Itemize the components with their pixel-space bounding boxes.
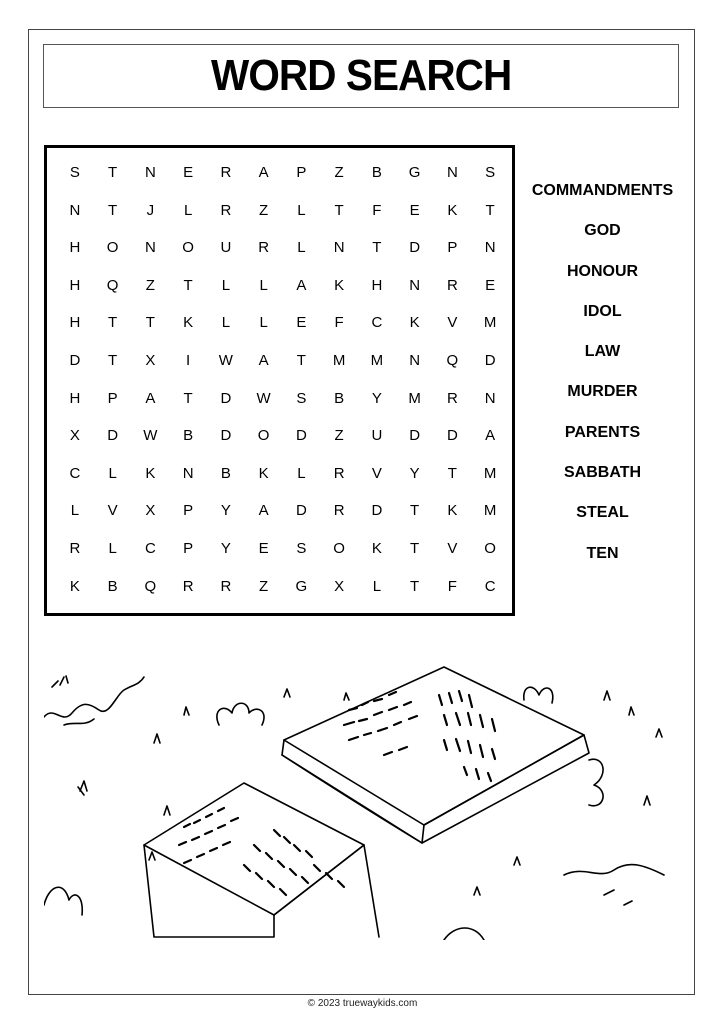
grid-letter: R <box>182 577 194 595</box>
grid-letter: Z <box>259 201 269 219</box>
grid-letter: R <box>220 164 232 181</box>
word-list-item: TEN <box>586 544 619 562</box>
grid-letter: P <box>183 539 194 557</box>
grid-letter: M <box>370 351 384 369</box>
grid-letter: R <box>446 276 458 294</box>
grid-letter: H <box>69 239 81 257</box>
grid-letter: C <box>144 539 156 557</box>
grid-letter: P <box>107 389 118 407</box>
grid-letter: V <box>107 502 118 520</box>
grid-letter: N <box>484 389 496 407</box>
grid-letter: K <box>183 314 194 332</box>
word-list-item: IDOL <box>583 302 622 320</box>
grid-letter: Z <box>145 276 155 294</box>
grid-letter: K <box>371 539 382 557</box>
grid-letter: L <box>259 276 268 294</box>
grid-letter: N <box>409 351 421 369</box>
grid-letter: X <box>145 502 156 520</box>
grid-letter: M <box>408 389 421 407</box>
grid-letter: E <box>485 276 496 294</box>
grid-letter: L <box>108 464 117 482</box>
grid-letter: T <box>410 539 420 557</box>
grid-letter: T <box>485 201 495 219</box>
grid-letter: N <box>69 201 81 219</box>
grid-letter: D <box>220 389 232 407</box>
grid-letter: O <box>106 239 119 257</box>
grid-letter: G <box>408 164 421 181</box>
grid-letter: L <box>221 314 231 332</box>
grid-letter: C <box>69 464 81 482</box>
grid-letter: P <box>447 239 458 257</box>
grid-letter: U <box>371 427 383 445</box>
grid-letter: Y <box>220 539 231 557</box>
grid-letter: T <box>108 164 118 181</box>
word-list-item: HONOUR <box>566 262 639 280</box>
grid-letter: H <box>69 276 81 294</box>
grid-letter: R <box>220 577 232 595</box>
grid-letter: B <box>371 164 382 181</box>
grid-letter: O <box>182 239 194 257</box>
grid-letter: T <box>334 201 344 219</box>
grid-letter: J <box>146 201 155 219</box>
grid-letter: M <box>483 502 497 520</box>
grid-letter: O <box>484 539 496 557</box>
copyright-footer: © 2023 truewaykids.com <box>307 998 418 1009</box>
grid-letter: T <box>372 239 382 257</box>
grid-letter: N <box>409 276 421 294</box>
grid-letter: N <box>144 239 156 257</box>
grid-letter: V <box>447 539 458 557</box>
grid-letter: D <box>446 427 458 445</box>
grid-letter: A <box>258 164 269 181</box>
grid-letter: I <box>186 351 191 369</box>
grid-letter: Z <box>259 577 269 595</box>
grid-letter: D <box>371 502 383 520</box>
grid-letter: O <box>257 427 270 445</box>
grid-letter: L <box>108 539 117 557</box>
grid-letter: R <box>220 201 232 219</box>
grid-letter: A <box>145 389 156 407</box>
grid-letter: T <box>410 502 420 520</box>
grid-letter: D <box>107 427 119 445</box>
grid-letter: D <box>409 427 421 445</box>
grid-letter: T <box>447 464 457 482</box>
grid-letter: S <box>69 164 80 181</box>
grid-letter: M <box>483 464 497 482</box>
grid-letter: N <box>144 164 156 181</box>
grid-letter: K <box>447 201 458 219</box>
grid-letter: D <box>69 351 81 369</box>
grid-letter: K <box>409 314 420 332</box>
grid-letter: E <box>183 164 194 181</box>
grid-letter: D <box>295 502 307 520</box>
grid-letter: T <box>108 201 118 219</box>
grid-letter: N <box>182 464 194 482</box>
word-list-item: COMMANDMENTS <box>531 182 674 199</box>
word-list-item: GOD <box>584 222 621 240</box>
grid-letter: X <box>69 427 80 445</box>
grid-letter: K <box>258 464 269 482</box>
grid-letter: L <box>183 201 193 219</box>
grid-letter: S <box>485 164 496 181</box>
grid-letter: Y <box>220 502 231 520</box>
grid-letter: L <box>297 201 306 219</box>
grid-letter: T <box>183 389 193 407</box>
grid-letter: F <box>447 577 457 595</box>
title-box <box>43 44 679 108</box>
grid-letter: M <box>483 314 497 332</box>
grid-letter: D <box>484 351 496 369</box>
grid-letter: S <box>296 539 307 557</box>
grid-letter: H <box>69 314 81 332</box>
grid-letter: C <box>484 577 496 595</box>
grid-letter: H <box>69 389 81 407</box>
grid-letter: V <box>447 314 458 332</box>
letter-grid <box>56 163 509 614</box>
grid-letter: Z <box>334 164 344 181</box>
grid-letter: Q <box>446 351 459 369</box>
grid-letter: R <box>258 239 270 257</box>
grid-letter: P <box>296 164 307 181</box>
grid-letter: Q <box>144 577 157 595</box>
grid-letter: B <box>183 427 194 445</box>
grid-letter: P <box>183 502 194 520</box>
grid-letter: B <box>107 577 118 595</box>
word-list-item: LAW <box>584 343 621 361</box>
grid-letter: U <box>220 239 232 257</box>
grid-letter: T <box>108 314 118 332</box>
grid-letter: K <box>447 502 458 520</box>
grid-letter: R <box>333 464 345 482</box>
grid-letter: F <box>372 201 382 219</box>
grid-letter: M <box>332 351 346 369</box>
grid-letter: B <box>334 389 345 407</box>
grid-letter: T <box>410 577 420 595</box>
grid-letter: L <box>297 239 306 257</box>
grid-letter: N <box>446 164 458 181</box>
grid-letter: E <box>409 201 420 219</box>
grid-letter: O <box>333 539 345 557</box>
grid-letter: Y <box>409 464 420 482</box>
grid-letter: D <box>220 427 232 445</box>
word-search-grid <box>44 145 515 616</box>
grid-letter: G <box>295 577 308 595</box>
word-list <box>520 180 685 583</box>
word-list-item: STEAL <box>576 504 629 522</box>
grid-letter: C <box>371 314 383 332</box>
grid-letter: L <box>221 276 231 294</box>
grid-letter: L <box>372 577 382 595</box>
grid-letter: T <box>296 351 306 369</box>
page-title: WORD SEARCH <box>210 51 512 100</box>
grid-letter: Z <box>334 427 344 445</box>
grid-letter: L <box>70 502 80 520</box>
grid-letter: D <box>295 427 307 445</box>
grid-letter: R <box>69 539 81 557</box>
grid-letter: K <box>334 276 345 294</box>
grid-letter: L <box>259 314 268 332</box>
grid-letter: K <box>69 577 80 595</box>
grid-letter: W <box>218 351 233 369</box>
grid-letter: E <box>258 539 269 557</box>
grid-letter: T <box>145 314 155 332</box>
grid-letter: A <box>258 502 269 520</box>
grid-letter: W <box>256 389 271 407</box>
grid-letter: Q <box>106 276 119 294</box>
grid-letter: X <box>334 577 345 595</box>
grid-letter: S <box>296 389 307 407</box>
grid-letter: A <box>485 427 496 445</box>
grid-letter: T <box>183 276 193 294</box>
grid-letter: R <box>333 502 345 520</box>
grid-letter: V <box>371 464 382 482</box>
word-list-item: PARENTS <box>564 423 641 441</box>
grid-letter: D <box>409 239 421 257</box>
grid-letter: H <box>371 276 383 294</box>
grid-letter: T <box>108 351 118 369</box>
grid-letter: A <box>296 276 307 294</box>
stone-tablets-illustration <box>44 655 684 940</box>
grid-letter: R <box>446 389 458 407</box>
grid-letter: E <box>296 314 307 332</box>
grid-letter: L <box>297 464 306 482</box>
grid-letter: X <box>145 351 156 369</box>
word-list-item: SABBATH <box>563 464 642 482</box>
grid-letter: N <box>484 239 496 257</box>
word-list-item: MURDER <box>567 383 638 401</box>
grid-letter: Y <box>371 389 382 407</box>
grid-letter: A <box>258 351 269 369</box>
grid-letter: N <box>333 239 345 257</box>
grid-letter: F <box>334 314 344 332</box>
grid-letter: W <box>143 427 158 445</box>
grid-letter: K <box>145 464 156 482</box>
grid-letter: B <box>220 464 231 482</box>
